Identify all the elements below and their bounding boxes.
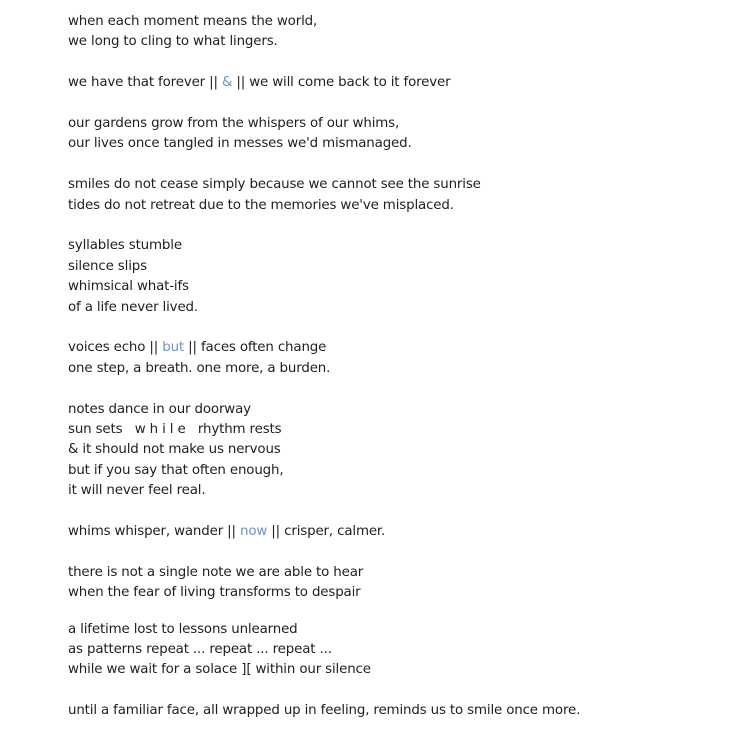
poem-line [68, 522, 708, 542]
poem-line: sun sets w h i l e rhythm rests [68, 422, 282, 438]
poem-line: syllables stumble [68, 238, 182, 254]
poem [68, 12, 708, 742]
poem-line [68, 338, 708, 358]
poem-line: there is not a single note we are able to hear [68, 564, 364, 580]
poem-line: it will never feel real. [68, 483, 206, 499]
poem-line: until a familiar face, all wrapped up in feeling, reminds us to smile once more. [68, 703, 581, 719]
stanza-8 [68, 522, 708, 542]
stanza-10 [68, 620, 708, 681]
line-segment: || faces often change [184, 340, 327, 356]
poem-line: smiles do not cease simply because we cannot see the sunrise [68, 177, 481, 193]
poem-line: our gardens grow from the whispers of our whims, [68, 116, 400, 131]
stanza-4 [68, 175, 708, 216]
poem-line: tides do not retreat due to the memories we've misplaced. [68, 197, 454, 213]
stanza-11 [68, 701, 708, 721]
poem-line: while we wait for a solace ][ within our silence [68, 662, 371, 678]
stanza-1 [68, 12, 708, 53]
line-segment: voices echo || [68, 340, 163, 356]
poem-line: silence slips [68, 258, 147, 274]
poem-line: of a life never lived. [68, 299, 198, 315]
line-segment: || crisper, calmer. [267, 524, 386, 540]
stanza-9 [68, 563, 708, 604]
poem-line: & it should not make us nervous [68, 442, 281, 458]
poem-line: whimsical what-ifs [68, 279, 189, 295]
poem-line: we long to cling to what lingers. [68, 34, 278, 50]
accent-word: but [162, 340, 185, 356]
accent-word: & [221, 75, 233, 91]
line-segment: we have that forever || [68, 75, 222, 91]
line-segment: || we will come back to it forever [232, 75, 451, 91]
accent-word: now [240, 524, 268, 540]
poem-line: but if you say that often enough, [68, 462, 284, 478]
stanza-2 [68, 73, 708, 93]
poem-line: one step, a breath. one more, a burden. [68, 360, 331, 376]
poem-line: when the fear of living transforms to despair [68, 585, 361, 601]
poem-line: our lives once tangled in messes we'd mismanaged. [68, 136, 412, 152]
stanza-7 [68, 400, 708, 502]
poem-line: notes dance in our doorway [68, 401, 251, 417]
poem-line: as patterns repeat ... repeat ... repeat ... [68, 642, 332, 658]
poem-line [68, 73, 708, 93]
stanza-6 [68, 338, 708, 379]
stanza-5 [68, 236, 708, 318]
poem-line: when each moment means the world, [68, 14, 318, 29]
stanza-3 [68, 114, 708, 155]
line-segment: whims whisper, wander || [68, 524, 241, 540]
poem-line: a lifetime lost to lessons unlearned [68, 621, 298, 637]
